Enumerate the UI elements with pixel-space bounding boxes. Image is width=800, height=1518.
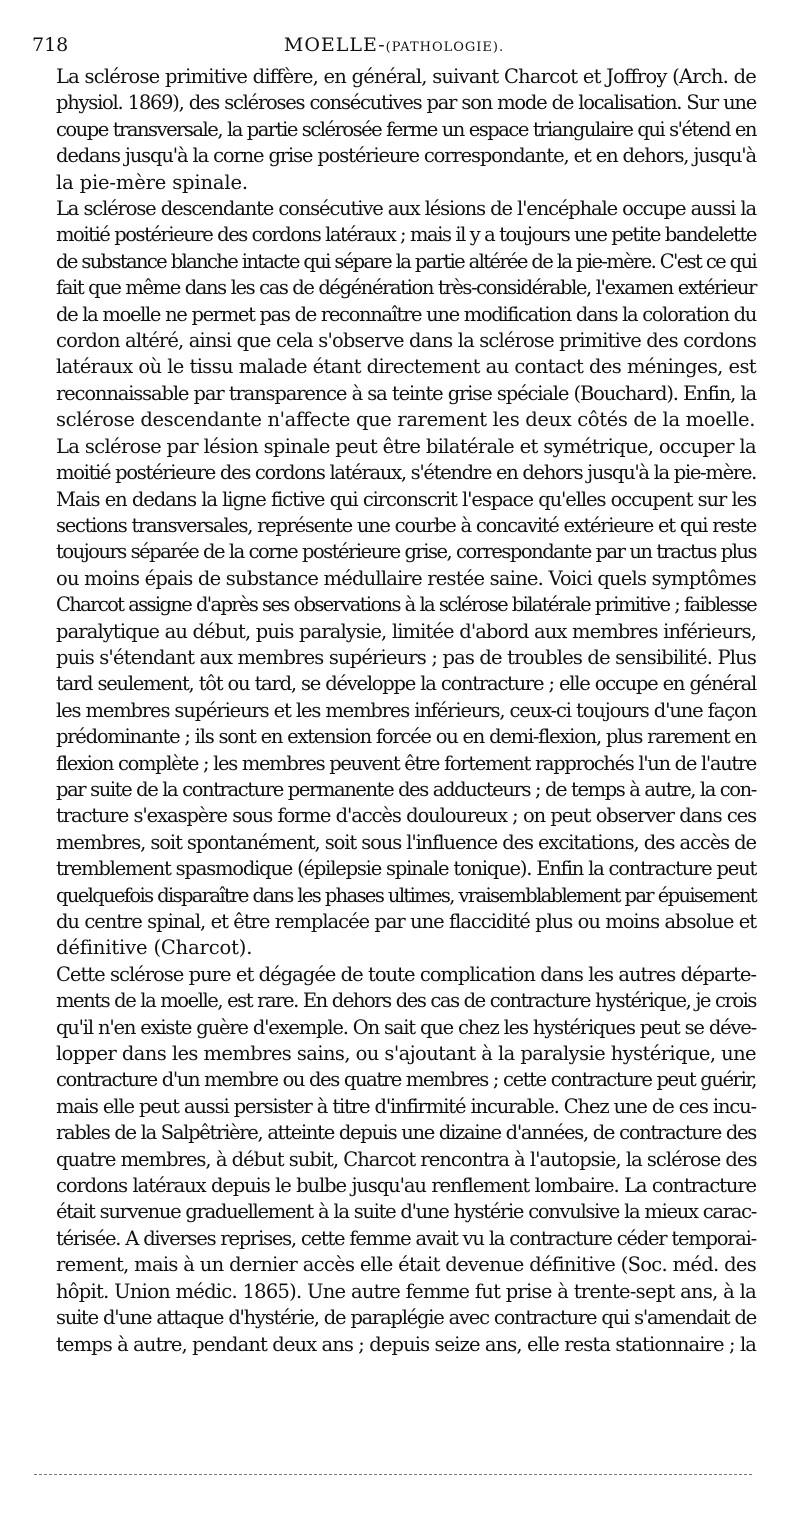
text-line: tremblement spasmodique (épilepsie spinale tonique). Enfin la contracture peut xyxy=(56,857,757,881)
text-line: tracture s'exaspère sous forme d'accès douloureux ; on peut observer dans ces xyxy=(56,804,756,828)
text-line: temps à autre, pendant deux ans ; depuis seize ans, elle resta stationnaire ; la xyxy=(56,1332,757,1356)
text-line: Mais en dedans la ligne fictive qui circonscrit l'espace qu'elles occupent sur les xyxy=(56,487,756,511)
text-line: rement, mais à un dernier accès elle était devenue définitive (Soc. méd. des xyxy=(56,1253,756,1277)
text-line: flexion complète ; les membres peuvent être fortement rapprochés l'un de l'autre xyxy=(56,751,756,775)
text-line: La sclérose descendante consécutive aux lésions de l'encéphale occupe aussi la xyxy=(56,197,756,221)
text-line: puis s'étendant aux membres supérieurs ; pas de troubles de sensibilité. Plus xyxy=(56,645,756,669)
paragraph xyxy=(32,64,756,196)
body-text xyxy=(32,64,756,1358)
paragraph xyxy=(32,962,756,1358)
text-line: les membres supérieurs et les membres inférieurs, ceux-ci toujours d'une façon xyxy=(56,698,756,722)
text-line: par suite de la contracture permanente des adducteurs ; de temps à autre, la con- xyxy=(56,777,756,801)
text-line: paralytique au début, puis paralysie, limitée d'abord aux membres inférieurs, xyxy=(56,619,756,643)
text-line: membres, soit spontanément, soit sous l'influence des excitations, des accès de xyxy=(56,830,756,854)
text-line: moitié postérieure des cordons latéraux, s'étendre en dehors jusqu'à la pie-mère. xyxy=(56,461,757,485)
paragraph xyxy=(32,434,756,962)
text-line: reconnaissable par transparence à sa teinte grise spéciale (Bouchard). Enfin, la xyxy=(56,381,756,405)
page-number: 718 xyxy=(32,34,69,56)
footer-dotted-rule xyxy=(34,1474,752,1475)
text-line: La sclérose primitive diffère, en général, suivant Charcot et Joffroy (Arch. de xyxy=(56,65,756,88)
paragraph xyxy=(32,196,756,434)
text-line: Charcot assigne d'après ses observations à la sclérose bilatérale primitive ; faiblesse xyxy=(56,593,756,617)
text-line: ou moins épais de substance médullaire restée saine. Voici quels symptômes xyxy=(56,566,756,590)
text-line: rables de la Salpêtrière, atteinte depuis une dizaine d'années, de contracture des xyxy=(56,1121,756,1145)
text-line: coupe transversale, la partie sclérosée ferme un espace triangulaire qui s'étend en xyxy=(56,117,756,141)
running-title: MOELLE-(PATHOLOGIE). xyxy=(283,34,505,56)
text-line: du centre spinal, et être remplacée par une flaccidité plus ou moins absolue et xyxy=(56,910,756,933)
running-title-main: MOELLE xyxy=(283,34,379,56)
text-line: moitié postérieure des cordons latéraux ; mais il y a toujours une petite bandelette xyxy=(56,223,756,247)
text-line: tard seulement, tôt ou tard, se développe la contracture ; elle occupe en général xyxy=(56,672,756,696)
text-line: cordon altéré, ainsi que cela s'observe dans la sclérose primitive des cordons xyxy=(56,329,756,353)
text-line: définitive (Charcot). xyxy=(56,936,253,960)
text-line: de substance blanche intacte qui sépare la partie altérée de la pie-mère. C'est ce qui xyxy=(56,249,756,273)
running-title-subtitle: (PATHOLOGIE). xyxy=(385,40,505,55)
text-line: sclérose descendante n'affecte que rarement les deux côtés de la moelle. xyxy=(56,408,756,432)
text-line: toujours séparée de la corne postérieure grise, correspondante par un tractus plus xyxy=(56,540,756,564)
page-header xyxy=(32,32,756,58)
text-line: physiol. 1869), des scléroses consécutives par son mode de localisation. Sur une xyxy=(56,91,756,115)
text-line: la pie-mère spinale. xyxy=(56,170,248,194)
text-line: qu'il n'en existe guère d'exemple. On sait que chez les hystériques peut se déve- xyxy=(56,1015,756,1039)
text-line: térisée. A diverses reprises, cette femme avait vu la contracture céder temporai- xyxy=(56,1226,756,1250)
text-line: prédominante ; ils sont en extension forcée ou en demi-flexion, plus rarement en xyxy=(56,725,756,749)
text-line: quatre membres, à début subit, Charcot rencontra à l'autopsie, la sclérose des xyxy=(56,1147,757,1171)
text-line: mais elle peut aussi persister à titre d'infirmité incurable. Chez une de ces incu- xyxy=(56,1094,756,1118)
text-line: suite d'une attaque d'hystérie, de paraplégie avec contracture qui s'amendait de xyxy=(56,1306,756,1330)
text-line: contracture d'un membre ou des quatre membres ; cette contracture peut guérir, xyxy=(56,1068,756,1092)
text-line: ments de la moelle, est rare. En dehors des cas de contracture hystérique, je crois xyxy=(56,989,756,1013)
text-line: lopper dans les membres sains, ou s'ajoutant à la paralysie hystérique, une xyxy=(56,1042,756,1066)
text-line: dedans jusqu'à la corne grise postérieure correspondante, et en dehors, jusqu'à xyxy=(56,144,756,168)
text-line: quelquefois disparaître dans les phases ultimes, vraisemblablement par épuisement xyxy=(56,883,756,907)
text-line: hôpit. Union médic. 1865). Une autre femme fut prise à trente-sept ans, à la xyxy=(56,1279,756,1303)
text-line: La sclérose par lésion spinale peut être bilatérale et symétrique, occuper la xyxy=(56,434,756,458)
text-line: sections transversales, représente une courbe à concavité extérieure et qui reste xyxy=(56,513,756,537)
text-line: fait que même dans les cas de dégénération très-considérable, l'examen extérieur xyxy=(56,276,756,300)
text-line: était survenue graduellement à la suite d'une hystérie convulsive la mieux carac- xyxy=(56,1200,756,1224)
text-line: latéraux où le tissu malade étant directement au contact des méninges, est xyxy=(56,355,756,379)
text-line: Cette sclérose pure et dégagée de toute complication dans les autres départe- xyxy=(56,962,756,986)
text-line: cordons latéraux depuis le bulbe jusqu'au renflement lombaire. La contracture xyxy=(56,1174,756,1198)
text-line: de la moelle ne permet pas de reconnaître une modification dans la coloration du xyxy=(56,302,756,326)
